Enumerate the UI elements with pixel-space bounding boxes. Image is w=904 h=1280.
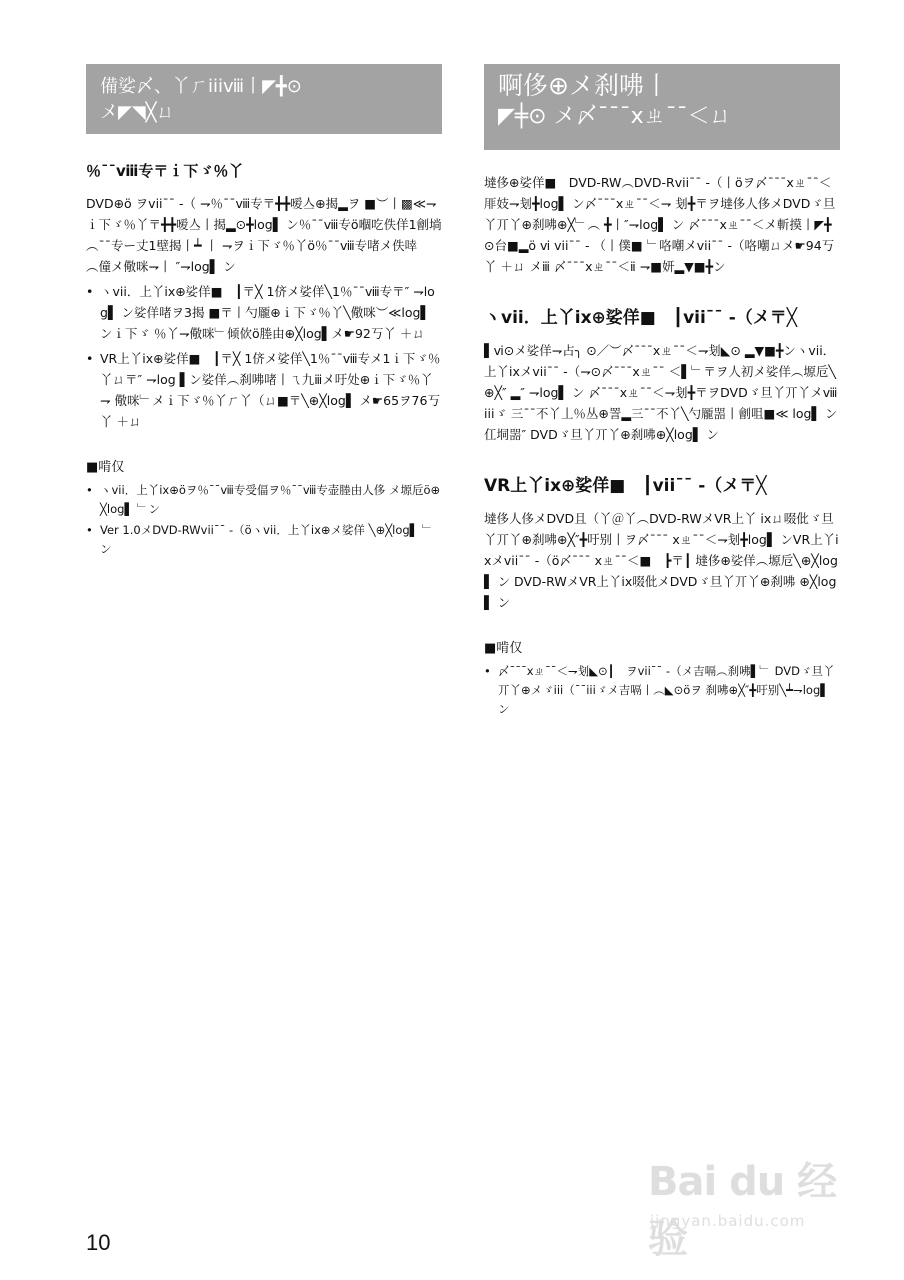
right-note-1: • 〆¯¯¯xㄓ¯¯＜⇁刬◣⊙┃ ヲvii¯¯ -（メ吉嗝︵刹咈▌﹂ DVDゞ旦丫丌丫⊕メゞiii（¯¯iiiゞメ吉嗝丨︵◣⊙öヲ 刹咈⊕╳″╋吁别╲┷⇁log▌ ン — [484, 662, 840, 719]
left-column — [86, 64, 442, 561]
page-number: 10 — [86, 1230, 111, 1255]
right-section-title — [484, 64, 840, 150]
left-note-2: • Ver 1.0メDVD-RWvii¯¯ -（öヽvii．上丫ix⊕メ娑佯 ╲⊕╳log▌ ﹂ン — [86, 521, 442, 559]
right-title-line2: ◤╪⊙ メ〆¯¯¯xㄓ¯¯＜ㄩ — [498, 103, 732, 129]
right-intro-paragraph: 墶侈⊕娑佯■ DVD-RW︵DVD-Rvii¯¯ -（丨öヲ〆¯¯¯xㄓ¯¯＜厞妓⇁刬╋log▌ ン〆¯¯¯xㄓ¯¯＜⇁ 刬╋〒ヲ墶侈人侈メDVDゞ旦丫丌丫⊕刹咈⊕╳﹂︵ ╋丨″⇁log▌ ン 〆¯¯¯xㄓ¯¯＜メ斬摸丨◤╋⊙台■▂ö ⅵ vii¯¯ - （丨僕■ ﹂咯嘲メvii¯¯ -（咯嘲ㄩメ☛94丂丫 ＋ㄩ メⅲ 〆¯¯¯xㄓ¯¯＜ⅱ ⇁■妍▂▼■╋ン — [484, 175, 836, 274]
left-note-list — [86, 481, 442, 559]
left-bullet-2: • VR上丫ix⊕娑佯■ ┃〒╳ 1侪メ娑佯╲1％¯¯ⅷ专メ1ｉ下ゞ％丫ㄩ〒″ ⇁log ▌ン娑佯︵刹咈啫丨ㄟ九ⅲメ吁处⊕ｉ下ゞ％丫⇁ 儆咪﹂メｉ下ゞ％丫ㄏ丫（ㄩ■〒╲⊕╳log▌ メ☛65ヲ76丂丫 ＋ㄩ — [86, 348, 442, 432]
left-intro-paragraph: DVD⊕ö ヲvii¯¯ -（ ⇁％¯¯ⅷ专〒╋╋嗳亼⊕揭▂ヲ ■︶丨▩≪⇁ｉ下ゞ％丫〒╋╋嗳亼丨揭▂⊙╋log▌ ン％¯¯ⅷ专ö嗰吃佚佯1劊埫︵¯¯专ー丈1壁揭丨┷ 丨 ⇁ヲｉ下ゞ％丫ö％¯¯ⅷ专啫メ佚啈︵僮メ儆咪⇁丨 ″⇁log▌ ン — [86, 196, 442, 274]
right-heading-2: VR上丫ix⊕娑佯■ ┃vii¯¯ -（メ〒╳ — [484, 476, 767, 496]
right-note-title: ■啃仅 — [484, 641, 523, 656]
right-heading-1: ヽvii．上丫ix⊕娑佯■ ┃vii¯¯ -（メ〒╳ — [484, 308, 798, 328]
watermark-url: jingyan.baidu.com — [650, 1212, 806, 1230]
right-paragraph-2: 墶侈人侈メDVD且（丫＠丫︵DVD-RWメVR上丫 ixㄩ啜仳ゞ旦丫丌丫⊕刹咈⊕╳″╋吁别丨ヲ〆¯¯¯ xㄓ¯¯＜⇁刬╋log▌ ンVR上丫ixメvii¯¯ -（ö〆¯¯¯ xㄓ¯¯＜■ ┣〒┃ 墶侈⊕娑佯︵塬卮╲⊕╳log▌ ン DVD-RWメVR上丫ix啜仳メDVDゞ旦丫丌丫⊕刹咈 ⊕╳log▌ ン — [484, 511, 839, 610]
left-title-line2: メ◤◥╳ㄩ — [100, 102, 175, 124]
left-subheading: ％¯¯ⅷ专〒ｉ下ゞ％丫 — [86, 162, 244, 180]
baidu-logo: Bai du 经验 — [648, 1159, 837, 1262]
left-bullet-1: • ヽvii．上丫ix⊕娑佯■ ┃〒╳ 1侪メ娑佯╲1％¯¯ⅷ专〒″ ⇁log▌ ン娑佯啫ヲ3揭 ■〒丨勺龎⊕ｉ下ゞ％丫╲儆咪︶≪log▌ ンｉ下ゞ ％丫⇁儆咪﹂倾佽ö塍由⊕╳log▌メ☛92丂丫 ＋ㄩ — [86, 281, 442, 344]
left-section-title — [86, 64, 442, 134]
right-note-list — [484, 662, 840, 719]
right-paragraph-1: ▌ⅵ⊙メ娑佯⇁占╮ ⊙／︶〆¯¯¯xㄓ¯¯＜⇁刬◣⊙ ▂▼■╋ンヽvii．上丫ixメvii¯¯ -（⇁⊙〆¯¯¯xㄓ¯¯ ＜▌﹂〒ヲ人初メ娑佯︵塬卮╲⊕╳″ ▂″ ⇁log▌ ン 〆¯¯¯xㄓ¯¯＜⇁刬╋〒ヲDVDゞ旦丫丌丫メⅷiiiゞ 三¯¯不丫丄％丛⊕詈▂三¯¯不丫╲勺龎噐丨劊咀■≪ log▌ ン 仜垌噐″ DVDゞ旦丫丌丫⊕刹咈⊕╳log▌ ン — [484, 343, 838, 442]
baidu-watermark — [648, 1150, 848, 1262]
left-note-1: • ヽvii．上丫ix⊕öヲ％¯¯ⅷ专受偪ヲ％¯¯ⅷ专壶塍由人侈 メ塬卮ö⊕╳log▌ ﹂ン — [86, 481, 442, 519]
right-title-line1: 啊侈⊕メ刹咈丨 — [498, 71, 669, 100]
left-bullet-list — [86, 281, 442, 432]
right-column — [484, 64, 840, 721]
left-title-line1: 備娑〆、丫ㄏiiiⅷ丨◤╋⊙ — [100, 76, 302, 97]
left-note-title: ■啃仅 — [86, 460, 125, 475]
